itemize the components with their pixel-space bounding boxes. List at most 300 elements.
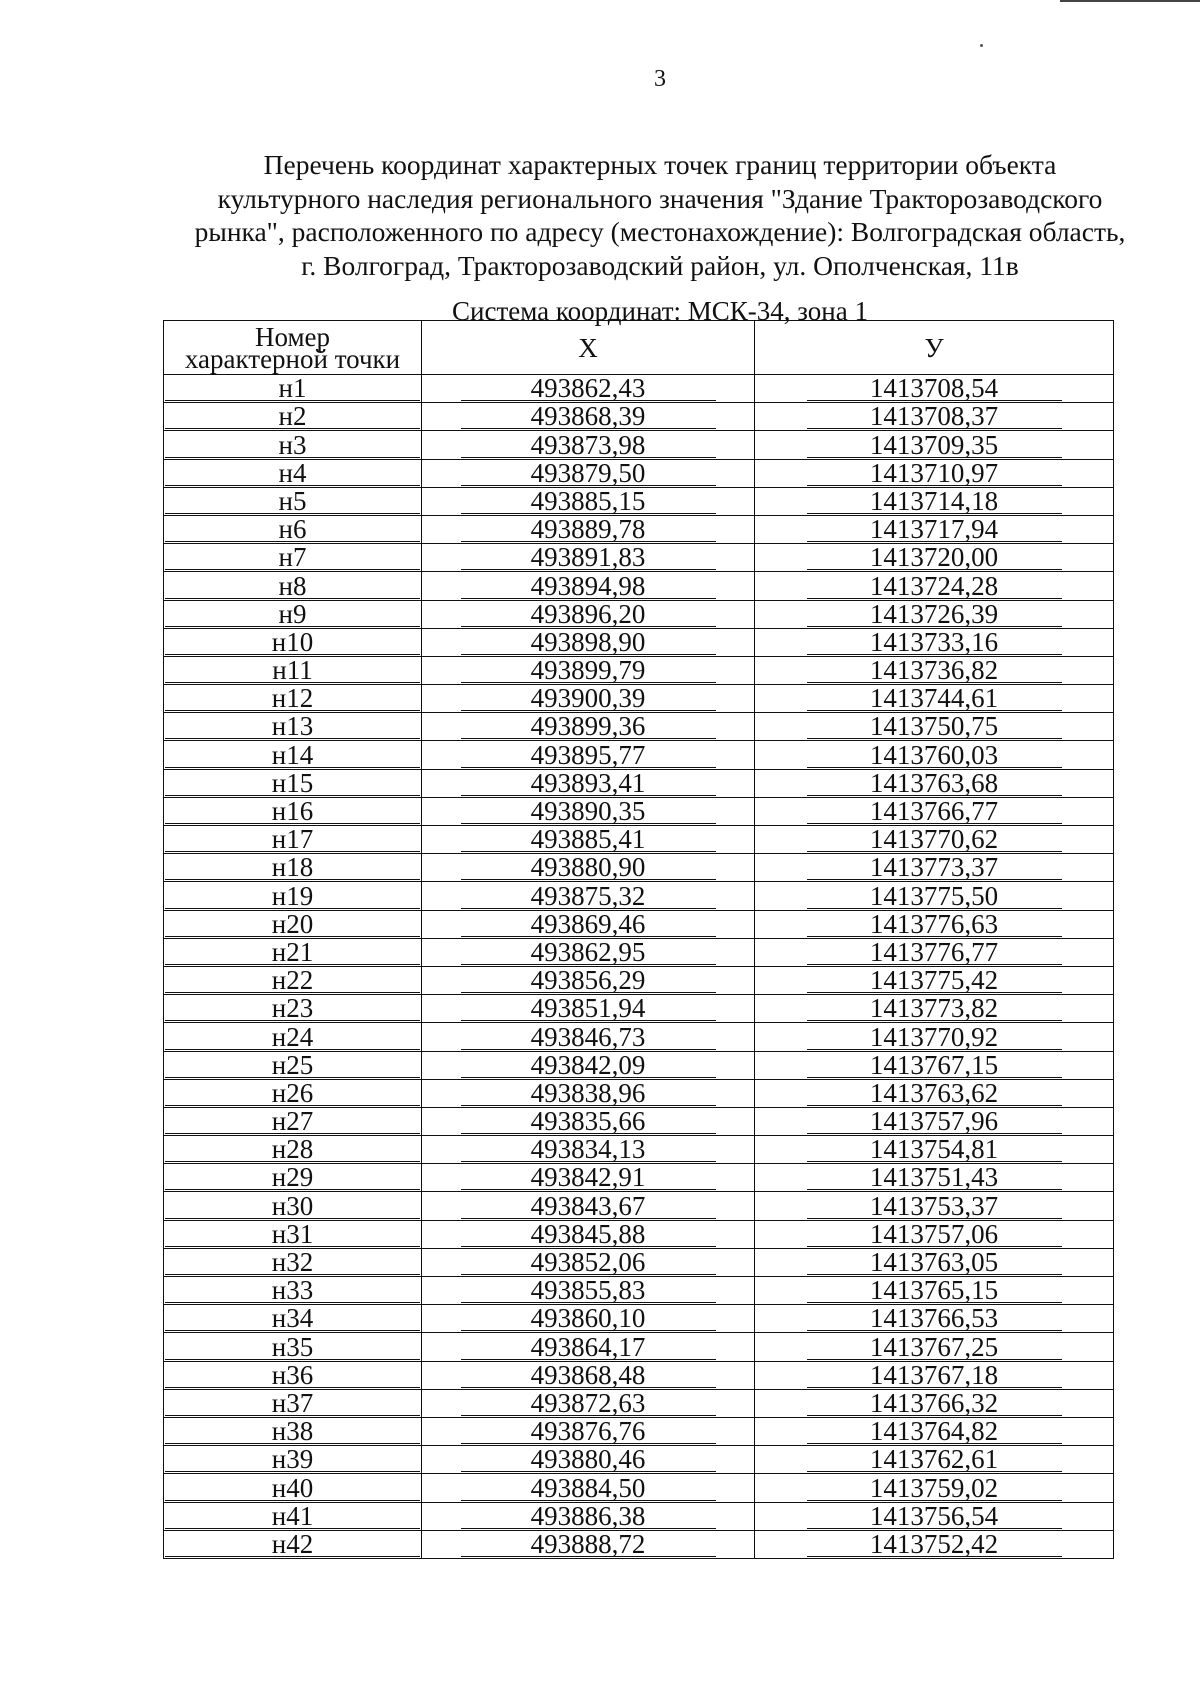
point-number-cell — [164, 515, 422, 543]
point-number-cell — [164, 1164, 422, 1192]
table-row — [164, 572, 1114, 600]
x-coordinate-cell — [422, 375, 755, 403]
point-number-cell-value: н42 — [165, 1532, 420, 1557]
y-coordinate-cell-value: 1413765,15 — [807, 1278, 1062, 1303]
y-coordinate-cell-value: 1413708,54 — [807, 376, 1062, 401]
y-coordinate-cell — [755, 938, 1114, 966]
x-coordinate-cell — [422, 628, 755, 656]
y-coordinate-cell-value: 1413750,75 — [807, 714, 1062, 739]
y-coordinate-cell — [755, 1136, 1114, 1164]
x-coordinate-cell — [422, 826, 755, 854]
table-row — [164, 375, 1114, 403]
x-coordinate-cell-value: 493843,67 — [461, 1194, 716, 1219]
table-row — [164, 1389, 1114, 1417]
x-coordinate-cell-value: 493890,35 — [461, 799, 716, 824]
header-point-number — [164, 321, 422, 375]
table-row — [164, 487, 1114, 515]
y-coordinate-cell-value: 1413775,50 — [807, 884, 1062, 909]
point-number-cell-value: н3 — [165, 433, 420, 458]
y-coordinate-cell — [755, 487, 1114, 515]
table-row — [164, 713, 1114, 741]
point-number-cell-value: н19 — [165, 884, 420, 909]
point-number-cell-value: н24 — [165, 1025, 420, 1050]
y-coordinate-cell-value: 1413763,05 — [807, 1250, 1062, 1275]
point-number-cell — [164, 459, 422, 487]
x-coordinate-cell-value: 493855,83 — [461, 1278, 716, 1303]
y-coordinate-cell — [755, 600, 1114, 628]
table-row — [164, 1192, 1114, 1220]
x-coordinate-cell — [422, 1389, 755, 1417]
y-coordinate-cell — [755, 1446, 1114, 1474]
x-coordinate-cell-value: 493875,32 — [461, 884, 716, 909]
point-number-cell-value: н41 — [165, 1504, 420, 1529]
y-coordinate-cell-value: 1413752,42 — [807, 1532, 1062, 1557]
x-coordinate-cell — [422, 854, 755, 882]
y-coordinate-cell — [755, 515, 1114, 543]
x-coordinate-cell — [422, 966, 755, 994]
y-coordinate-cell — [755, 431, 1114, 459]
point-number-cell-value: н9 — [165, 602, 420, 627]
point-number-cell — [164, 741, 422, 769]
point-number-cell — [164, 1417, 422, 1445]
x-coordinate-cell-value: 493868,48 — [461, 1363, 716, 1388]
x-coordinate-cell — [422, 600, 755, 628]
x-coordinate-cell-value: 493899,79 — [461, 658, 716, 683]
y-coordinate-cell-value: 1413754,81 — [807, 1137, 1062, 1162]
point-number-cell — [164, 1220, 422, 1248]
table-row — [164, 1417, 1114, 1445]
point-number-cell — [164, 826, 422, 854]
x-coordinate-cell-value: 493889,78 — [461, 517, 716, 542]
x-coordinate-cell-value: 493864,17 — [461, 1335, 716, 1360]
point-number-cell-value: н17 — [165, 827, 420, 852]
point-number-cell — [164, 403, 422, 431]
x-coordinate-cell — [422, 1192, 755, 1220]
point-number-cell-value: н32 — [165, 1250, 420, 1275]
table-row — [164, 685, 1114, 713]
point-number-cell-value: н12 — [165, 686, 420, 711]
point-number-cell-value: н23 — [165, 996, 420, 1021]
point-number-cell-value: н14 — [165, 743, 420, 768]
table-row — [164, 797, 1114, 825]
x-coordinate-cell-value: 493894,98 — [461, 574, 716, 599]
table-row — [164, 882, 1114, 910]
y-coordinate-cell — [755, 1277, 1114, 1305]
point-number-cell — [164, 1277, 422, 1305]
x-coordinate-cell — [422, 882, 755, 910]
x-coordinate-cell-value: 493886,38 — [461, 1504, 716, 1529]
point-number-cell-value: н20 — [165, 912, 420, 937]
y-coordinate-cell — [755, 1192, 1114, 1220]
x-coordinate-cell — [422, 1474, 755, 1502]
x-coordinate-cell-value: 493873,98 — [461, 433, 716, 458]
y-coordinate-cell-value: 1413770,92 — [807, 1025, 1062, 1050]
header-y: У — [755, 321, 1114, 375]
point-number-cell-value: н37 — [165, 1391, 420, 1416]
table-row — [164, 1333, 1114, 1361]
x-coordinate-cell — [422, 515, 755, 543]
y-coordinate-cell-value: 1413753,37 — [807, 1194, 1062, 1219]
x-coordinate-cell — [422, 1220, 755, 1248]
table-row — [164, 1051, 1114, 1079]
y-coordinate-cell-value: 1413720,00 — [807, 545, 1062, 570]
x-coordinate-cell-value: 493842,09 — [461, 1053, 716, 1078]
y-coordinate-cell-value: 1413776,63 — [807, 912, 1062, 937]
y-coordinate-cell — [755, 1361, 1114, 1389]
point-number-cell-value: н22 — [165, 968, 420, 993]
x-coordinate-cell-value: 493900,39 — [461, 686, 716, 711]
x-coordinate-cell — [422, 995, 755, 1023]
y-coordinate-cell — [755, 1164, 1114, 1192]
x-coordinate-cell-value: 493868,39 — [461, 404, 716, 429]
y-coordinate-cell — [755, 1023, 1114, 1051]
point-number-cell — [164, 769, 422, 797]
point-number-cell — [164, 1333, 422, 1361]
y-coordinate-cell-value: 1413767,15 — [807, 1053, 1062, 1078]
x-coordinate-cell — [422, 713, 755, 741]
x-coordinate-cell — [422, 1079, 755, 1107]
point-number-cell — [164, 600, 422, 628]
y-coordinate-cell-value: 1413764,82 — [807, 1419, 1062, 1444]
point-number-cell — [164, 882, 422, 910]
point-number-cell — [164, 685, 422, 713]
point-number-cell — [164, 572, 422, 600]
x-coordinate-cell-value: 493835,66 — [461, 1109, 716, 1134]
x-coordinate-cell — [422, 1530, 755, 1558]
y-coordinate-cell — [755, 713, 1114, 741]
header-point-line-2: характерной точки — [184, 343, 401, 374]
scan-speck — [980, 44, 983, 47]
point-number-cell-value: н36 — [165, 1363, 420, 1388]
y-coordinate-cell-value: 1413756,54 — [807, 1504, 1062, 1529]
x-coordinate-cell-value: 493869,46 — [461, 912, 716, 937]
x-coordinate-cell-value: 493884,50 — [461, 1476, 716, 1501]
point-number-cell — [164, 1051, 422, 1079]
header-x: Х — [422, 321, 755, 375]
y-coordinate-cell — [755, 1079, 1114, 1107]
point-number-cell-value: н2 — [165, 404, 420, 429]
table-row — [164, 403, 1114, 431]
x-coordinate-cell — [422, 1446, 755, 1474]
y-coordinate-cell-value: 1413714,18 — [807, 489, 1062, 514]
point-number-cell — [164, 910, 422, 938]
point-number-cell-value: н40 — [165, 1476, 420, 1501]
point-number-cell — [164, 1502, 422, 1530]
point-number-cell-value: н35 — [165, 1335, 420, 1360]
table-row — [164, 1277, 1114, 1305]
y-coordinate-cell-value: 1413767,25 — [807, 1335, 1062, 1360]
y-coordinate-cell — [755, 656, 1114, 684]
y-coordinate-cell — [755, 769, 1114, 797]
x-coordinate-cell-value: 493851,94 — [461, 996, 716, 1021]
point-number-cell — [164, 1248, 422, 1276]
y-coordinate-cell-value: 1413751,43 — [807, 1165, 1062, 1190]
point-number-cell-value: н26 — [165, 1081, 420, 1106]
point-number-cell — [164, 628, 422, 656]
y-coordinate-cell-value: 1413766,32 — [807, 1391, 1062, 1416]
y-coordinate-cell — [755, 741, 1114, 769]
x-coordinate-cell — [422, 1164, 755, 1192]
y-coordinate-cell-value: 1413757,06 — [807, 1222, 1062, 1247]
y-coordinate-cell — [755, 966, 1114, 994]
y-coordinate-cell-value: 1413759,02 — [807, 1476, 1062, 1501]
x-coordinate-cell — [422, 487, 755, 515]
point-number-cell-value: н33 — [165, 1278, 420, 1303]
table-row — [164, 854, 1114, 882]
point-number-cell — [164, 1361, 422, 1389]
x-coordinate-cell-value: 493838,96 — [461, 1081, 716, 1106]
table-row — [164, 1220, 1114, 1248]
x-coordinate-cell-value: 493891,83 — [461, 545, 716, 570]
x-coordinate-cell — [422, 1333, 755, 1361]
y-coordinate-cell-value: 1413757,96 — [807, 1109, 1062, 1134]
y-coordinate-cell — [755, 572, 1114, 600]
x-coordinate-cell-value: 493860,10 — [461, 1306, 716, 1331]
table-row — [164, 1023, 1114, 1051]
x-coordinate-cell — [422, 1136, 755, 1164]
x-coordinate-cell-value: 493880,90 — [461, 855, 716, 880]
x-coordinate-cell — [422, 769, 755, 797]
y-coordinate-cell-value: 1413773,37 — [807, 855, 1062, 880]
y-coordinate-cell-value: 1413773,82 — [807, 996, 1062, 1021]
point-number-cell — [164, 797, 422, 825]
point-number-cell — [164, 431, 422, 459]
title-line-2: культурного наследия регионального значения "Здание Тракторозаводского — [217, 182, 1103, 214]
x-coordinate-cell-value: 493862,43 — [461, 376, 716, 401]
table-row — [164, 1530, 1114, 1558]
coordinates-table — [163, 320, 1114, 1559]
point-number-cell — [164, 1474, 422, 1502]
point-number-cell-value: н6 — [165, 517, 420, 542]
table-row — [164, 910, 1114, 938]
y-coordinate-cell-value: 1413775,42 — [807, 968, 1062, 993]
point-number-cell-value: н21 — [165, 940, 420, 965]
table-row — [164, 741, 1114, 769]
title-line-4: г. Волгоград, Тракторозаводский район, ул. Ополченская, 11в — [301, 249, 1019, 281]
y-coordinate-cell — [755, 628, 1114, 656]
point-number-cell — [164, 1079, 422, 1107]
point-number-cell — [164, 1107, 422, 1135]
x-coordinate-cell-value: 493872,63 — [461, 1391, 716, 1416]
scan-edge-line — [1060, 0, 1200, 2]
point-number-cell — [164, 995, 422, 1023]
header-point-line-1: Номер — [254, 321, 331, 352]
x-coordinate-cell-value: 493895,77 — [461, 743, 716, 768]
y-coordinate-cell-value: 1413726,39 — [807, 602, 1062, 627]
coordinate-system-label: Система координат: МСК-34, зона 1 — [452, 296, 868, 326]
x-coordinate-cell — [422, 1277, 755, 1305]
table-row — [164, 1305, 1114, 1333]
x-coordinate-cell-value: 493896,20 — [461, 602, 716, 627]
y-coordinate-cell-value: 1413767,18 — [807, 1363, 1062, 1388]
y-coordinate-cell-value: 1413766,77 — [807, 799, 1062, 824]
x-coordinate-cell — [422, 572, 755, 600]
y-coordinate-cell — [755, 375, 1114, 403]
table-row — [164, 1502, 1114, 1530]
table-row — [164, 1164, 1114, 1192]
point-number-cell-value: н31 — [165, 1222, 420, 1247]
x-coordinate-cell-value: 493846,73 — [461, 1025, 716, 1050]
y-coordinate-cell-value: 1413710,97 — [807, 461, 1062, 486]
y-coordinate-cell — [755, 1502, 1114, 1530]
table-row — [164, 1136, 1114, 1164]
y-coordinate-cell-value: 1413724,28 — [807, 574, 1062, 599]
y-coordinate-cell — [755, 1417, 1114, 1445]
y-coordinate-cell — [755, 459, 1114, 487]
x-coordinate-cell — [422, 1305, 755, 1333]
table-row — [164, 1248, 1114, 1276]
y-coordinate-cell — [755, 403, 1114, 431]
x-coordinate-cell — [422, 544, 755, 572]
point-number-cell-value: н15 — [165, 771, 420, 796]
x-coordinate-cell — [422, 431, 755, 459]
point-number-cell-value: н18 — [165, 855, 420, 880]
x-coordinate-cell-value: 493885,15 — [461, 489, 716, 514]
point-number-cell-value: н30 — [165, 1194, 420, 1219]
x-coordinate-cell-value: 493842,91 — [461, 1165, 716, 1190]
y-coordinate-cell — [755, 1220, 1114, 1248]
point-number-cell — [164, 854, 422, 882]
y-coordinate-cell — [755, 826, 1114, 854]
point-number-cell-value: н8 — [165, 574, 420, 599]
y-coordinate-cell-value: 1413744,61 — [807, 686, 1062, 711]
x-coordinate-cell — [422, 1248, 755, 1276]
table-row — [164, 1079, 1114, 1107]
x-coordinate-cell-value: 493899,36 — [461, 714, 716, 739]
y-coordinate-cell — [755, 797, 1114, 825]
point-number-cell — [164, 1023, 422, 1051]
x-coordinate-cell — [422, 685, 755, 713]
y-coordinate-cell-value: 1413760,03 — [807, 743, 1062, 768]
point-number-cell-value: н13 — [165, 714, 420, 739]
point-number-cell-value: н10 — [165, 630, 420, 655]
y-coordinate-cell-value: 1413776,77 — [807, 940, 1062, 965]
title-line-3: рынка", расположенного по адресу (местонахождение): Волгоградская область, — [194, 216, 1126, 247]
document-title — [150, 148, 1170, 282]
page-number: 3 — [654, 66, 666, 92]
x-coordinate-cell — [422, 910, 755, 938]
point-number-cell — [164, 1192, 422, 1220]
x-coordinate-cell — [422, 1502, 755, 1530]
table-row — [164, 600, 1114, 628]
x-coordinate-cell — [422, 1107, 755, 1135]
x-coordinate-cell-value: 493834,13 — [461, 1137, 716, 1162]
y-coordinate-cell — [755, 882, 1114, 910]
x-coordinate-cell — [422, 403, 755, 431]
y-coordinate-cell-value: 1413733,16 — [807, 630, 1062, 655]
point-number-cell-value: н29 — [165, 1165, 420, 1190]
x-coordinate-cell — [422, 938, 755, 966]
y-coordinate-cell-value: 1413717,94 — [807, 517, 1062, 542]
y-coordinate-cell-value: 1413766,53 — [807, 1306, 1062, 1331]
y-coordinate-cell — [755, 1248, 1114, 1276]
x-coordinate-cell — [422, 1051, 755, 1079]
x-coordinate-cell-value: 493898,90 — [461, 630, 716, 655]
y-coordinate-cell-value: 1413770,62 — [807, 827, 1062, 852]
table-row — [164, 544, 1114, 572]
point-number-cell — [164, 487, 422, 515]
table-row — [164, 1361, 1114, 1389]
y-coordinate-cell-value: 1413708,37 — [807, 404, 1062, 429]
y-coordinate-cell-value: 1413763,68 — [807, 771, 1062, 796]
x-coordinate-cell-value: 493856,29 — [461, 968, 716, 993]
table-row — [164, 1446, 1114, 1474]
table-row — [164, 966, 1114, 994]
y-coordinate-cell — [755, 544, 1114, 572]
y-coordinate-cell — [755, 1107, 1114, 1135]
table-row — [164, 628, 1114, 656]
point-number-cell — [164, 1389, 422, 1417]
point-number-cell — [164, 1136, 422, 1164]
table-row — [164, 1474, 1114, 1502]
x-coordinate-cell-value: 493888,72 — [461, 1532, 716, 1557]
table-row — [164, 769, 1114, 797]
x-coordinate-cell — [422, 1417, 755, 1445]
x-coordinate-cell-value: 493862,95 — [461, 940, 716, 965]
point-number-cell — [164, 966, 422, 994]
x-coordinate-cell-value: 493852,06 — [461, 1250, 716, 1275]
y-coordinate-cell — [755, 1305, 1114, 1333]
point-number-cell-value: н11 — [165, 658, 420, 683]
y-coordinate-cell — [755, 854, 1114, 882]
x-coordinate-cell-value: 493876,76 — [461, 1419, 716, 1444]
y-coordinate-cell-value: 1413763,62 — [807, 1081, 1062, 1106]
table-body — [164, 375, 1114, 1559]
point-number-cell — [164, 713, 422, 741]
x-coordinate-cell — [422, 1023, 755, 1051]
y-coordinate-cell — [755, 995, 1114, 1023]
point-number-cell — [164, 656, 422, 684]
x-coordinate-cell — [422, 459, 755, 487]
table-row — [164, 1107, 1114, 1135]
y-coordinate-cell — [755, 1474, 1114, 1502]
point-number-cell — [164, 375, 422, 403]
table-row — [164, 431, 1114, 459]
table-row — [164, 515, 1114, 543]
point-number-cell-value: н34 — [165, 1306, 420, 1331]
y-coordinate-cell-value: 1413736,82 — [807, 658, 1062, 683]
y-coordinate-cell — [755, 685, 1114, 713]
x-coordinate-cell-value: 493885,41 — [461, 827, 716, 852]
point-number-cell — [164, 1530, 422, 1558]
point-number-cell-value: н25 — [165, 1053, 420, 1078]
point-number-cell — [164, 544, 422, 572]
point-number-cell-value: н7 — [165, 545, 420, 570]
x-coordinate-cell-value: 493880,46 — [461, 1447, 716, 1472]
y-coordinate-cell — [755, 1333, 1114, 1361]
x-coordinate-cell-value: 493893,41 — [461, 771, 716, 796]
y-coordinate-cell — [755, 1051, 1114, 1079]
x-coordinate-cell — [422, 1361, 755, 1389]
point-number-cell-value: н1 — [165, 376, 420, 401]
table-row — [164, 826, 1114, 854]
x-coordinate-cell — [422, 656, 755, 684]
point-number-cell-value: н27 — [165, 1109, 420, 1134]
y-coordinate-cell — [755, 1389, 1114, 1417]
table-row — [164, 995, 1114, 1023]
x-coordinate-cell-value: 493879,50 — [461, 461, 716, 486]
title-line-1: Перечень координат характерных точек границ территории объекта — [263, 149, 1057, 180]
table-row — [164, 656, 1114, 684]
point-number-cell — [164, 1305, 422, 1333]
point-number-cell-value: н16 — [165, 799, 420, 824]
table-row — [164, 938, 1114, 966]
x-coordinate-cell — [422, 741, 755, 769]
y-coordinate-cell-value: 1413709,35 — [807, 433, 1062, 458]
table-row — [164, 459, 1114, 487]
y-coordinate-cell — [755, 910, 1114, 938]
point-number-cell — [164, 1446, 422, 1474]
